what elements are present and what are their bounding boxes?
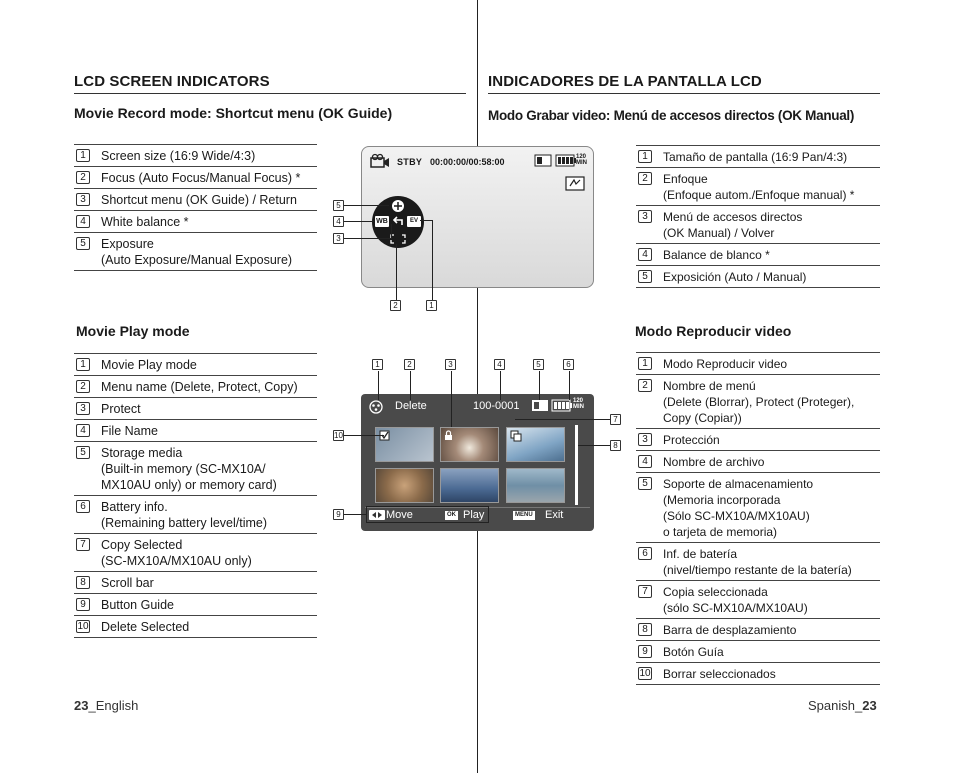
indicator-row: [74, 145, 317, 167]
indicator-row: [636, 663, 880, 685]
indicator-text: Borrar seleccionados: [663, 667, 776, 681]
indicator-text: Screen size (16:9 Wide/4:3): [101, 149, 256, 163]
record-indicator-list-es: [636, 145, 880, 288]
callout-line: [396, 244, 397, 300]
indicator-text: White balance *: [101, 215, 189, 229]
indicator-row: [74, 594, 317, 616]
indicator-text: Modo Reproducir video: [663, 357, 788, 371]
indicator-number: 3: [76, 402, 90, 415]
callout-line: [344, 435, 384, 436]
indicator-text: Soporte de almacenamiento (Memoria incorporada (Sólo SC-MX10A/MX10AU) o tarjeta de memoria): [663, 477, 814, 539]
callout-9: 9: [333, 509, 344, 520]
callout-line: [420, 220, 432, 221]
indicator-number: 5: [638, 270, 652, 283]
copy-selected-icon: [510, 430, 522, 442]
callout-1: 1: [372, 359, 383, 370]
indicator-text: Enfoque (Enfoque autom./Enfoque manual) *: [663, 172, 855, 202]
screen-size-icon: [565, 176, 585, 191]
indicator-number: 5: [76, 237, 90, 250]
indicator-text: Copia seleccionada (sólo SC-MX10A/MX10AU): [663, 585, 808, 615]
callout-line: [451, 371, 452, 427]
callout-line: [378, 371, 379, 400]
protect-icon: [444, 430, 453, 441]
indicator-number: 3: [638, 433, 652, 446]
indicator-text: Inf. de batería (nivel/tiempo restante de la batería): [663, 547, 852, 577]
battery-icon: [555, 154, 577, 167]
indicator-text: Focus (Auto Focus/Manual Focus) *: [101, 171, 301, 185]
indicator-row: [74, 616, 317, 638]
indicator-number: 7: [638, 585, 652, 598]
callout-5: 5: [533, 359, 544, 370]
indicator-row: [636, 473, 880, 543]
indicator-row: [636, 619, 880, 641]
section-rule-en: [74, 93, 466, 94]
indicator-text: Barra de desplazamiento: [663, 623, 797, 637]
indicator-row: [74, 398, 317, 420]
callout-line: [344, 514, 366, 515]
callout-8: 8: [610, 440, 621, 451]
section-title-es: INDICADORES DE LA PANTALLA LCD: [488, 73, 762, 90]
indicator-row: [636, 168, 880, 206]
indicator-text: Battery info. (Remaining battery level/time): [101, 500, 268, 530]
subtitle-play-en: Movie Play mode: [76, 323, 190, 339]
callout-line: [569, 371, 570, 400]
indicator-row: [636, 375, 880, 429]
indicator-number: 10: [77, 621, 89, 632]
indicator-text: Balance de blanco *: [663, 248, 770, 262]
return-icon[interactable]: [391, 216, 405, 228]
indicator-row: [636, 353, 880, 375]
callout-10: 10: [334, 431, 343, 440]
thumbnail-6[interactable]: [506, 468, 565, 503]
indicator-row: [74, 167, 317, 189]
move-label[interactable]: Move: [386, 509, 413, 521]
play-indicator-list-es: [636, 352, 880, 685]
remaining-minutes: 120 MIN: [576, 154, 587, 166]
page-number-en: 23_English: [74, 698, 139, 713]
indicator-number: 2: [76, 171, 90, 184]
indicator-number: 6: [76, 500, 90, 513]
indicator-number: 5: [76, 446, 90, 459]
callout-3: 3: [333, 233, 344, 244]
indicator-number: 7: [76, 538, 90, 551]
indicator-number: 2: [638, 172, 652, 185]
indicator-text: Menú de accesos directos (OK Manual) / Volver: [663, 210, 803, 240]
timecode: 00:00:00/00:58:00: [430, 157, 505, 167]
callout-line: [391, 224, 392, 238]
callout-5: 5: [333, 200, 344, 211]
indicator-text: Movie Play mode: [101, 358, 197, 372]
screen-ratio-icon[interactable]: EV: [407, 216, 421, 227]
callout-line: [344, 238, 392, 239]
indicator-text: Tamaño de pantalla (16:9 Pan/4:3): [663, 150, 848, 164]
movie-play-mode-icon: [368, 400, 384, 414]
indicator-text: Exposición (Auto / Manual): [663, 270, 807, 284]
button-guide-highlight: [366, 506, 489, 523]
subtitle-record-en: Movie Record mode: Shortcut menu (OK Guide): [74, 105, 393, 121]
indicator-text: Delete Selected: [101, 620, 190, 634]
callout-7: 7: [610, 414, 621, 425]
indicator-number: 1: [638, 357, 652, 370]
indicator-row: [74, 189, 317, 211]
indicator-number: 4: [76, 215, 90, 228]
indicator-number: 2: [638, 379, 652, 392]
indicator-text: Protect: [101, 402, 141, 416]
indicator-row: [74, 233, 317, 271]
indicator-row: [636, 244, 880, 266]
indicator-text: Nombre de menú (Delete (Blorrar), Protect (Proteger), Copy (Copiar)): [663, 379, 855, 425]
callout-line: [344, 221, 374, 222]
indicator-row: [74, 442, 317, 496]
status-standby: STBY: [397, 157, 423, 167]
subtitle-record-es: Modo Grabar video: Menú de accesos directos (OK Manual): [488, 108, 855, 123]
indicator-row: [636, 146, 880, 168]
callout-line: [539, 371, 540, 400]
indicator-number: 8: [76, 576, 90, 589]
remaining-minutes: 120 MIN: [573, 398, 584, 410]
subtitle-play-es: Modo Reproducir video: [635, 323, 792, 339]
indicator-number: 4: [638, 455, 652, 468]
thumbnail-5[interactable]: [440, 468, 499, 503]
indicator-text: Shortcut menu (OK Guide) / Return: [101, 193, 297, 207]
indicator-text: Copy Selected (SC-MX10A/MX10AU only): [101, 538, 252, 568]
section-title-en: LCD SCREEN INDICATORS: [74, 73, 270, 90]
indicator-row: [636, 266, 880, 288]
menu-name: Delete: [395, 400, 427, 412]
storage-media-icon: [531, 399, 549, 412]
indicator-text: Botón Guía: [663, 645, 724, 659]
indicator-text: Protección: [663, 433, 720, 447]
play-indicator-list-en: [74, 353, 317, 638]
indicator-text: Nombre de archivo: [663, 455, 765, 469]
callout-line: [578, 445, 610, 446]
focus-icon[interactable]: [390, 234, 406, 244]
indicator-row: [74, 354, 317, 376]
indicator-row: [636, 451, 880, 473]
indicator-number: 9: [76, 598, 90, 611]
callout-4: 4: [494, 359, 505, 370]
indicator-text: Scroll bar: [101, 576, 154, 590]
callout-2: 2: [390, 300, 401, 311]
record-indicator-list-en: [74, 144, 317, 271]
indicator-row: [74, 496, 317, 534]
indicator-number: 1: [76, 149, 90, 162]
indicator-row: [636, 641, 880, 663]
indicator-row: [636, 543, 880, 581]
indicator-text: Button Guide: [101, 598, 174, 612]
callout-2: 2: [404, 359, 415, 370]
menu-button-icon: MENU: [515, 512, 533, 518]
indicator-row: [74, 534, 317, 572]
indicator-text: Menu name (Delete, Protect, Copy): [101, 380, 298, 394]
callout-line: [410, 371, 411, 400]
memory-icon: [534, 154, 552, 167]
indicator-number: 4: [638, 248, 652, 261]
callout-line: [432, 220, 433, 300]
indicator-number: 10: [639, 668, 651, 679]
indicator-text: File Name: [101, 424, 158, 438]
indicator-number: 2: [76, 380, 90, 393]
thumbnail-3[interactable]: [506, 427, 565, 462]
scroll-bar[interactable]: [575, 425, 578, 505]
indicator-number: 6: [638, 547, 652, 560]
file-name: 100-0001: [473, 400, 520, 412]
battery-icon: [551, 399, 573, 412]
callout-line: [500, 371, 501, 400]
section-rule-es: [488, 93, 880, 94]
page-number-es: Spanish_23: [808, 698, 877, 713]
indicator-number: 8: [638, 623, 652, 636]
callout-line: [344, 205, 389, 206]
indicator-row: [74, 420, 317, 442]
indicator-number: 3: [638, 210, 652, 223]
indicator-number: 9: [638, 645, 652, 658]
indicator-number: 1: [76, 358, 90, 371]
callout-line: [515, 419, 610, 420]
exposure-icon[interactable]: [390, 199, 406, 213]
movie-camera-icon: [370, 153, 390, 169]
thumbnail-2[interactable]: [440, 427, 499, 462]
indicator-number: 1: [638, 150, 652, 163]
indicator-number: 5: [638, 477, 652, 490]
ok-button-icon: OK: [447, 512, 456, 518]
callout-4: 4: [333, 216, 344, 227]
indicator-row: [74, 572, 317, 594]
play-label[interactable]: Play: [463, 509, 485, 521]
indicator-number: 4: [76, 424, 90, 437]
white-balance-icon[interactable]: WB: [376, 218, 388, 225]
indicator-text: Exposure (Auto Exposure/Manual Exposure): [101, 237, 293, 267]
callout-3: 3: [445, 359, 456, 370]
indicator-text: Storage media (Built-in memory (SC-MX10A/ MX10AU only) or memory card): [101, 446, 277, 492]
indicator-row: [636, 581, 880, 619]
thumbnail-1[interactable]: [375, 427, 434, 462]
indicator-row: [74, 376, 317, 398]
callout-6: 6: [563, 359, 574, 370]
indicator-number: 3: [76, 193, 90, 206]
callout-1: 1: [426, 300, 437, 311]
indicator-row: [74, 211, 317, 233]
thumbnail-4[interactable]: [375, 468, 434, 503]
page-divider: [477, 0, 478, 773]
exit-label[interactable]: Exit: [545, 509, 564, 521]
indicator-row: [636, 429, 880, 451]
indicator-row: [636, 206, 880, 244]
